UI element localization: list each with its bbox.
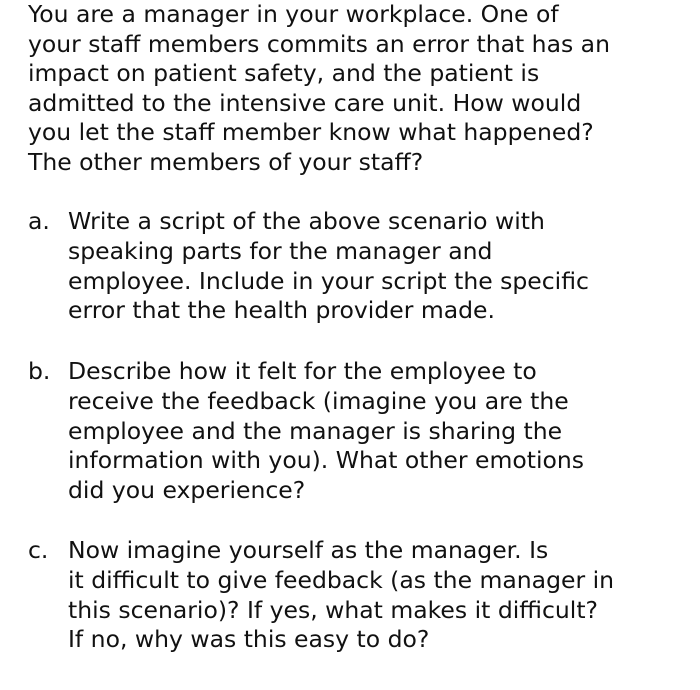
question-item-c [28,536,668,655]
item-text: Now imagine yourself as the manager. Is it difficult to give feedback (as the manager in this scenario)? If yes, what makes it difficult? If no, why was this easy to do? [68,536,615,654]
item-text: Write a script of the above scenario with speaking parts for the manager and employee. Include in your script the specific error that the health provider made. [68,207,589,325]
item-letter: b. [28,357,51,385]
item-letter: a. [28,207,50,235]
item-text: Describe how it felt for the employee to receive the feedback (imagine you are the employee and the manager is sharing the information with you). What other emotions did you experience? [68,357,584,505]
item-letter: c. [28,536,49,564]
question-item-a [28,207,668,326]
question-item-b [28,357,668,506]
intro-paragraph: You are a manager in your workplace. One of your staff members commits an error that has an impact on patient safety, and the patient is admitted to the intensive care unit. How would you let the staff member know what happened? The other members of your staff? [28,0,610,176]
